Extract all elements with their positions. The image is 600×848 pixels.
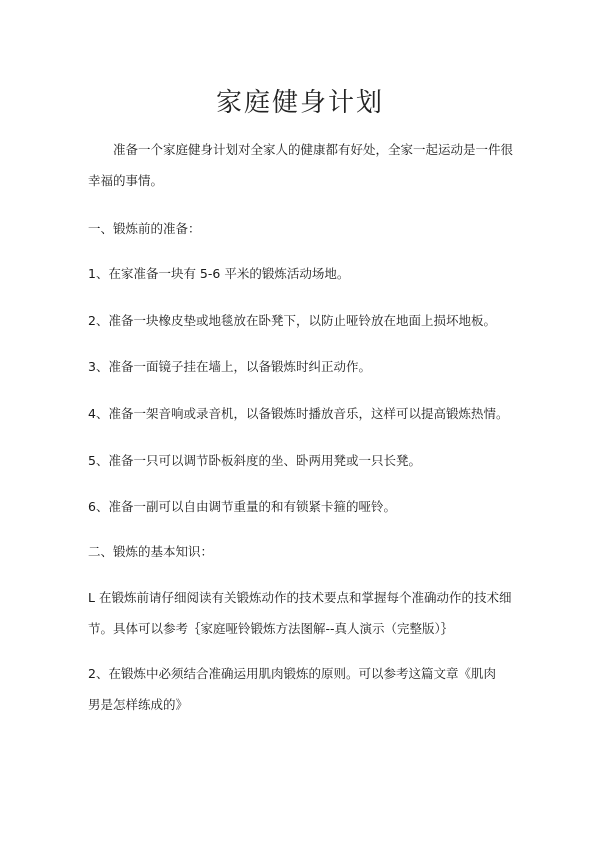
basics-item-line: 2、在锻炼中必须结合准确运用肌肉锻炼的原则。可以参考这篇文章《肌肉: [88, 666, 496, 681]
section-heading-basics: 二、锻炼的基本知识：: [88, 544, 214, 559]
intro-paragraph: [88, 134, 518, 196]
basics-item-line: 节。具体可以参考｛家庭哑铃锻炼方法图解--真人演示（完整版）｝: [88, 621, 454, 636]
list-item: 2、准备一块橡皮垫或地毯放在卧凳下，以防止哑铃放在地面上损坏地板。: [88, 313, 496, 328]
basics-item-line: 男是怎样练成的》: [88, 697, 189, 712]
list-item: 6、准备一副可以自由调节重量的和有锁紧卡箍的哑铃。: [88, 499, 396, 514]
basics-item-1: [88, 582, 518, 644]
list-item: 4、准备一架音响或录音机，以备锻炼时播放音乐，这样可以提高锻炼热情。: [88, 406, 509, 421]
intro-line: 幸福的事情。: [88, 173, 164, 188]
basics-item-2: [88, 658, 518, 720]
intro-line: 准备一个家庭健身计划对全家人的健康都有好处，全家一起运动是一件很: [113, 142, 514, 157]
basics-item-line: L 在锻炼前请仔细阅读有关锻炼动作的技术要点和掌握每个准确动作的技术细: [88, 590, 512, 605]
section-heading-preparation: 一、锻炼前的准备：: [88, 221, 201, 236]
list-item: 3、准备一面镜子挂在墙上，以备锻炼时纠正动作。: [88, 359, 371, 374]
list-item: 1、在家准备一块有 5-6 平米的锻炼活动场地。: [88, 266, 350, 281]
list-item: 5、准备一只可以调节卧板斜度的坐、卧两用凳或一只长凳。: [88, 453, 421, 468]
page-title: 家庭健身计划: [215, 88, 384, 118]
